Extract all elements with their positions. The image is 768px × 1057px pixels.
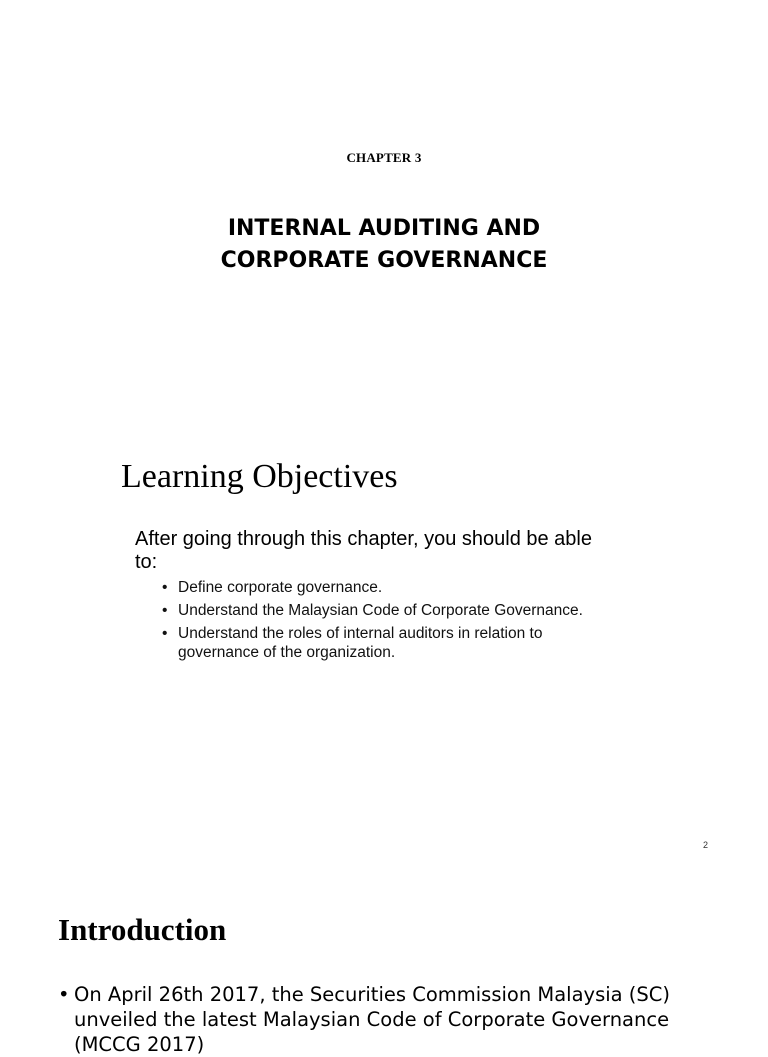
title-slide xyxy=(0,0,768,430)
introduction-list xyxy=(58,982,738,1057)
introduction-slide xyxy=(0,870,768,1056)
learning-objectives-list xyxy=(162,578,612,666)
objective-item xyxy=(162,624,612,662)
bullet-icon: • xyxy=(162,625,168,642)
objective-text: Understand the Malaysian Code of Corporate Governance. xyxy=(178,602,583,619)
bullet-icon: • xyxy=(58,983,70,1006)
objective-text: Understand the roles of internal auditors in relation to governance of the organization. xyxy=(178,625,543,661)
learning-objectives-intro: After going through this chapter, you should be able to: xyxy=(135,528,592,573)
introduction-item xyxy=(58,982,738,1057)
chapter-title xyxy=(0,213,768,277)
objective-text: Define corporate governance. xyxy=(178,579,383,596)
bullet-icon: • xyxy=(162,579,168,596)
learning-objectives-slide xyxy=(0,430,768,870)
learning-objectives-heading: Learning Objectives xyxy=(121,458,398,495)
page-number: 2 xyxy=(703,840,709,850)
objective-item xyxy=(162,578,612,597)
objective-item xyxy=(162,601,612,620)
chapter-title-line-2: CORPORATE GOVERNANCE xyxy=(220,248,548,273)
introduction-heading: Introduction xyxy=(58,912,227,947)
introduction-text: On April 26th 2017, the Securities Commission Malaysia (SC) unveiled the latest Malaysian Code of Corporate Governance (MCCG 2017) xyxy=(74,983,671,1056)
chapter-title-line-1: INTERNAL AUDITING AND xyxy=(227,216,541,241)
bullet-icon: • xyxy=(162,602,168,619)
chapter-label: CHAPTER 3 xyxy=(346,150,422,165)
